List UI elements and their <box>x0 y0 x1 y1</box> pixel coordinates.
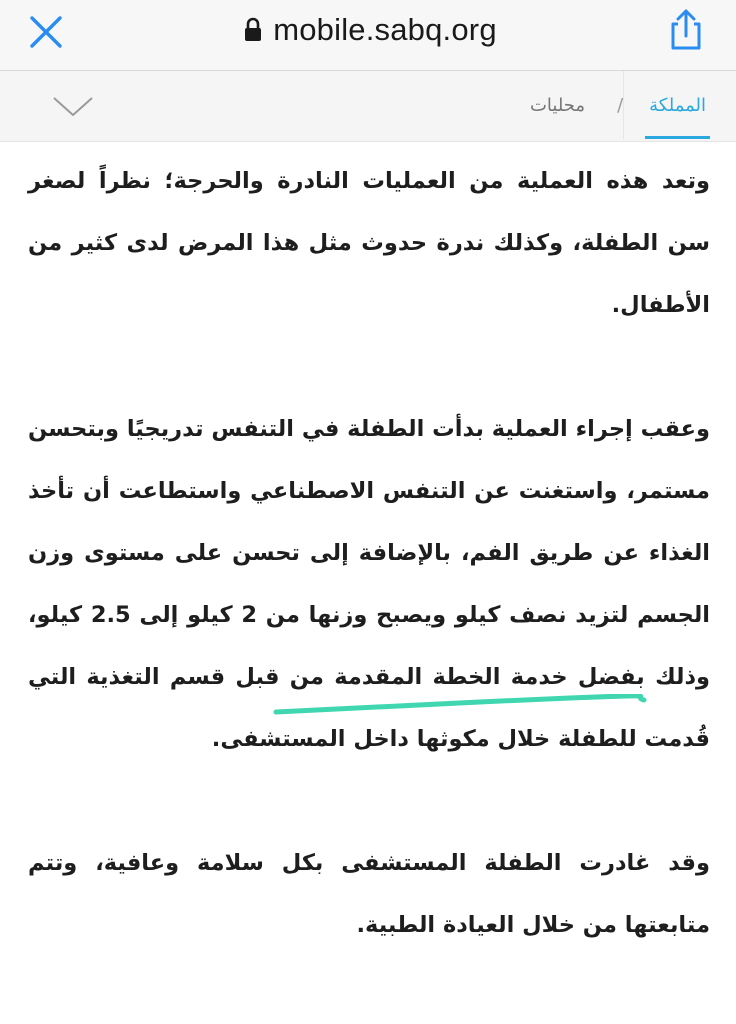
url-field[interactable] <box>180 10 560 50</box>
highlight-underline <box>270 694 650 718</box>
article-paragraph: وتعد هذه العملية من العمليات النادرة والحرجة؛ نظراً لصغر سن الطفلة، وكذلك ندرة حدوث مثل هذا المرض لدى كثير من الأطفال. <box>28 168 710 318</box>
article-paragraph: وقد غادرت الطفلة المستشفى بكل سلامة وعافية، وتتم متابعتها من خلال العيادة الطبية. <box>28 850 710 938</box>
article-body <box>28 150 710 956</box>
breadcrumb-item-local[interactable]: محليات <box>529 94 586 116</box>
expand-menu-button[interactable] <box>50 94 96 120</box>
breadcrumb-separator: / <box>617 94 624 116</box>
breadcrumb-item-kingdom[interactable]: المملكة <box>645 71 710 139</box>
article-paragraph: وعقب إجراء العملية بدأت الطفلة في التنفس تدريجيًا وبتحسن مستمر، واستغنت عن التنفس الاصطناعي واستطاعت أن تأخذ الغذاء عن طريق الفم، بالإضافة إلى تحسن على مستوى وزن الجسم لتزيد نصف كيلو ويصبح وزنها من 2 كيلو إلى 2.5 كيلو، وذلك بفضل خدمة الخطة المقدمة من قبل قسم التغذية التي قُدمت للطفلة خلال مكوثها داخل المستشفى. <box>28 416 710 752</box>
browser-address-bar <box>0 0 736 71</box>
lock-icon <box>243 17 263 43</box>
share-icon <box>664 6 708 52</box>
breadcrumb <box>530 71 710 139</box>
chevron-down-icon <box>50 94 96 120</box>
url-text: mobile.sabq.org <box>273 12 497 47</box>
share-button[interactable] <box>664 6 708 52</box>
close-button[interactable] <box>26 12 66 52</box>
close-icon <box>26 12 66 52</box>
